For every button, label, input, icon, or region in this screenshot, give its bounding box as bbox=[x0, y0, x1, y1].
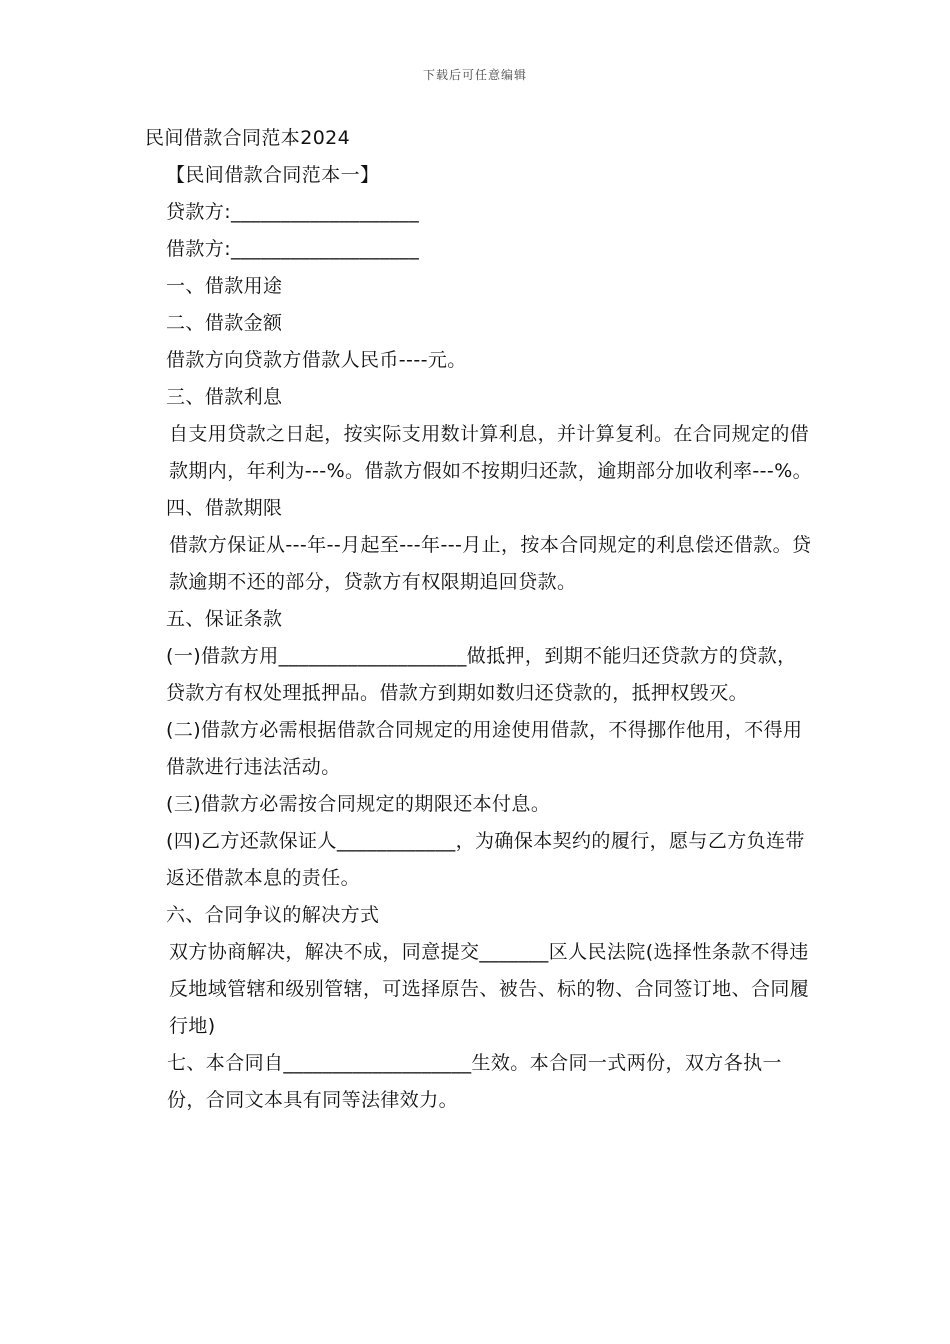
section2-text: 借款方向贷款方借款人民币----元。 bbox=[166, 349, 467, 371]
section5-item2: (二)借款方必需根据借款合同规定的用途使用借款，不得挪作他用，不得用借款进行违法活动。 bbox=[166, 719, 803, 778]
section6-heading: 六、合同争议的解决方式 bbox=[166, 904, 380, 926]
section6-text: 双方协商解决，解决不成，同意提交_______区人民法院(选择性条款不得违反地域管辖和级别管辖，可选择原告、被告、标的物、合同签订地、合同履行地) bbox=[169, 941, 810, 1037]
document-subtitle: 【民间借款合同范本一】 bbox=[166, 164, 380, 186]
section4-text: 借款方保证从---年--月起至---年---月止，按本合同规定的利息偿还借款。贷款逾期不还的部分，贷款方有权限期追回贷款。 bbox=[169, 534, 812, 593]
section5-item3: (三)借款方必需按合同规定的期限还本付息。 bbox=[166, 793, 551, 815]
document-title: 民间借款合同范本2024 bbox=[145, 127, 351, 149]
header-note: 下载后可任意编辑 bbox=[422, 68, 527, 82]
document-body bbox=[145, 120, 815, 1119]
section7-text: 七、本合同自___________________生效。本合同一式两份，双方各执一份，合同文本具有同等法律效力。 bbox=[167, 1052, 782, 1111]
section4-heading: 四、借款期限 bbox=[166, 497, 283, 519]
section5-item4: (四)乙方还款保证人____________，为确保本契约的履行，愿与乙方负连带返还借款本息的责任。 bbox=[166, 830, 805, 889]
section2-heading: 二、借款金额 bbox=[166, 312, 283, 334]
section3-heading: 三、借款利息 bbox=[166, 386, 283, 408]
section5-item1: (一)借款方用___________________做抵押，到期不能归还贷款方的贷款，贷款方有权处理抵押品。借款方到期如数归还贷款的，抵押权毁灭。 bbox=[166, 645, 797, 704]
section3-text: 自支用贷款之日起，按实际支用数计算利息，并计算复利。在合同规定的借款期内，年利为---%。借款方假如不按期归还款，逾期部分加收利率---%。 bbox=[169, 423, 813, 482]
section1-heading: 一、借款用途 bbox=[166, 275, 283, 297]
section5-heading: 五、保证条款 bbox=[166, 608, 283, 630]
borrower-line: 借款方:___________________ bbox=[166, 238, 420, 260]
lender-line: 贷款方:___________________ bbox=[166, 201, 420, 223]
